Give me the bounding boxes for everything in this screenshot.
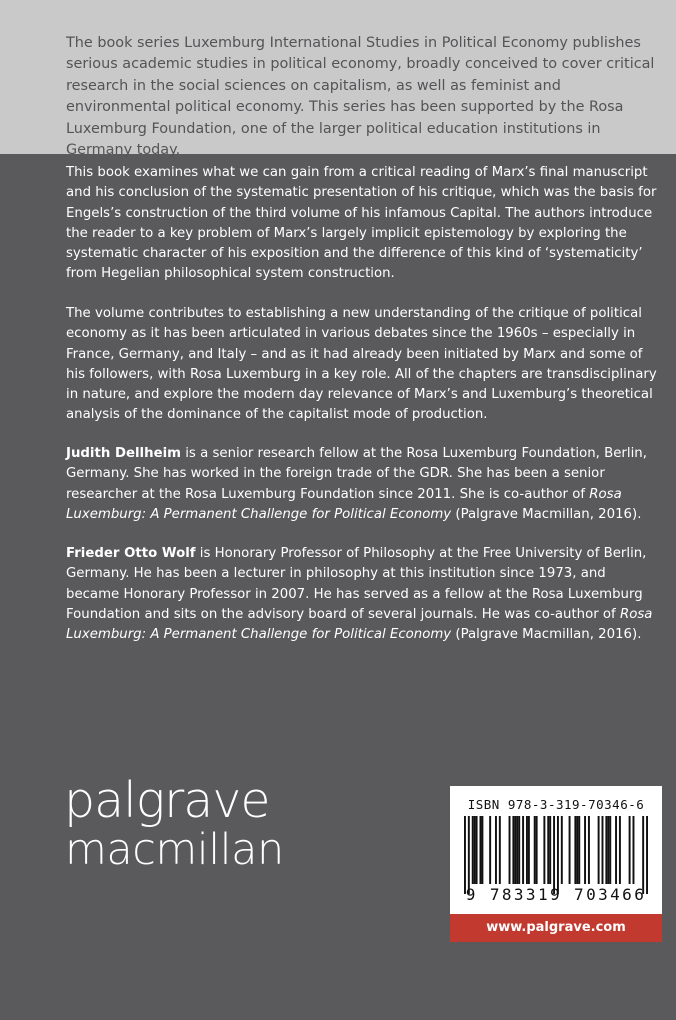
- barcode-bar: [578, 816, 580, 884]
- barcode-bar: [518, 816, 520, 884]
- barcode-bar: [534, 816, 536, 884]
- barcode-bar: [642, 816, 644, 894]
- description-paragraph-1: This book examines what we can gain from a critical reading of Marx’s final manuscript and his conclusion of the systematic presentation of his critique, which was the basis for Engels’s construction of the third volume of his infamous Capital. The authors introduce the reader to a key problem of Marx’s largely implicit epistemology by exploring the systematic character of his exposition and the difference of this kind of ‘systematicity’ from Hegelian philosophical system construction.: [66, 165, 657, 282]
- barcode-bar: [553, 816, 555, 894]
- author-bio-1: [66, 444, 658, 525]
- series-blurb: The book series Luxemburg International Studies in Political Economy publishes serious academic studies in political economy, broadly conceived to cover critical research in the social sciences on capitalism, as well as feminist and environmental political economy. This series has been supported by the Rosa Luxemburg Foundation, one of the larger political education institutions in Germany today.: [66, 35, 655, 159]
- barcode-digits: 9 783319 703466: [465, 885, 647, 904]
- barcode-bar: [557, 816, 559, 894]
- series-band: [0, 0, 676, 159]
- barcode-bar: [576, 816, 578, 884]
- author-bio-text: is Honorary Professor of Philosophy at the Free University of Berlin, Germany. He has been a lecturer in philosophy at this institution since 1973, and became Honorary Professor in 2007. He has served as a fellow at the Rosa Luxemburg Foundation and sits on the advisory board of several journals. He was co-author of: [66, 546, 647, 622]
- barcode-bar: [602, 816, 604, 884]
- author-bio-text: (Palgrave Macmillan, 2016).: [451, 627, 642, 643]
- barcode-bar: [574, 816, 576, 884]
- barcode-bar: [609, 816, 611, 884]
- logo-line-1: palgrave: [64, 772, 270, 829]
- barcode-bar: [528, 816, 530, 884]
- barcode-bar: [633, 816, 635, 884]
- barcode-bar: [547, 816, 549, 884]
- barcode-bar: [509, 816, 511, 884]
- barcode-bar: [514, 816, 516, 884]
- barcode-bar: [615, 816, 617, 884]
- barcode-bars: [464, 816, 648, 894]
- barcode-bar: [569, 816, 571, 884]
- author-name: Judith Dellheim: [66, 446, 182, 461]
- barcode-bar: [629, 816, 631, 884]
- barcode-bar: [468, 816, 470, 894]
- barcode-bar: [526, 816, 528, 884]
- barcode-bar: [646, 816, 648, 894]
- barcode-bar: [549, 816, 551, 884]
- barcode-bar: [619, 816, 621, 884]
- barcode-bar: [495, 816, 497, 884]
- barcode-bar: [584, 816, 586, 884]
- barcode-bar: [481, 816, 483, 884]
- barcode-bar: [543, 816, 545, 884]
- barcode-bar: [499, 816, 501, 884]
- barcode-bar: [474, 816, 476, 884]
- barcode-bar: [479, 816, 481, 884]
- barcode-bar: [464, 816, 466, 894]
- barcode-bar: [607, 816, 609, 884]
- author-bio-text: (Palgrave Macmillan, 2016).: [451, 506, 642, 522]
- book-title: Rosa Luxemburg: A Permanent Challenge for Political Economy: [66, 606, 653, 643]
- barcode-bar: [561, 816, 563, 884]
- barcode-bar: [489, 816, 491, 884]
- barcode-bar: [522, 816, 524, 884]
- description-paragraph-2: The volume contributes to establishing a new understanding of the critique of political economy as it has been articulated in various debates since the 1960s – especially in France, Germany, and Italy – and as it had already been initiated by Marx and some of his followers, with Rosa Luxemburg in a key role. All of the chapters are transdisciplinary in nature, and explore the modern day relevance of Marx’s and Luxemburg’s theoretical analysis of the dominance of the capitalist mode of production.: [66, 306, 657, 423]
- barcode-bar: [512, 816, 514, 884]
- barcode-bar: [605, 816, 607, 884]
- author-bio-2: [66, 544, 658, 645]
- barcode-bar: [588, 816, 590, 884]
- barcode-bar: [476, 816, 478, 884]
- barcode-bar: [516, 816, 518, 884]
- logo-line-2: macmillan: [65, 825, 284, 875]
- website-url[interactable]: www.palgrave.com: [450, 914, 662, 942]
- barcode-bar: [598, 816, 600, 884]
- author-name: Frieder Otto Wolf: [66, 546, 196, 561]
- barcode-bar: [472, 816, 474, 884]
- barcode-bar: [536, 816, 538, 884]
- author-bio-text: is a senior research fellow at the Rosa Luxemburg Foundation, Berlin, Germany. She has worked in the foreign trade of the GDR. She has been a senior researcher at the Rosa Luxemburg Foundation since 2011. She is co-author of: [66, 446, 647, 502]
- isbn-label: ISBN 978-3-319-70346-6: [467, 797, 645, 812]
- book-title: Rosa Luxemburg: A Permanent Challenge for Political Economy: [66, 486, 622, 522]
- barcode-box: [450, 786, 662, 914]
